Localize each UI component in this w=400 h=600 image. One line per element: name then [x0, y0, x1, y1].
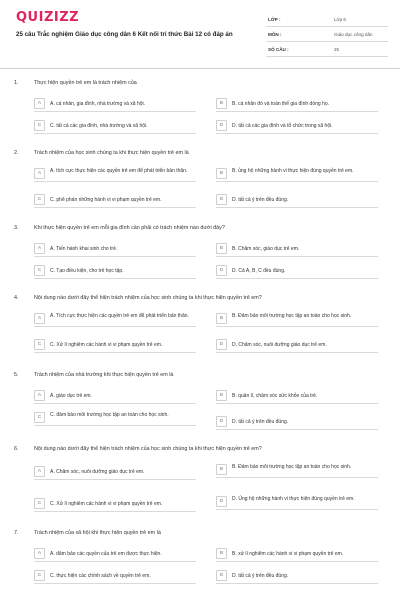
question-text: Nội dung nào dưới đây thể hiện trách nhiệm của học sinh chúng ta khi thực hiện quyền trẻ em? [34, 295, 262, 301]
option-text: D. Cả A, B, C đều đúng. [232, 267, 286, 274]
option-b[interactable] [216, 96, 378, 112]
option-letter: A [34, 168, 45, 179]
option-letter: A [34, 98, 45, 109]
option-b[interactable] [216, 388, 378, 404]
option-d[interactable] [216, 494, 378, 510]
question-number: 3. [14, 225, 19, 231]
option-letter: A [34, 548, 45, 559]
option-letter: C [34, 265, 45, 276]
option-b[interactable] [216, 241, 378, 257]
option-c[interactable] [34, 496, 196, 512]
option-text: C. phê phán những hành vi vi phạm quyền trẻ em. [50, 196, 162, 203]
option-c[interactable] [34, 118, 196, 134]
meta-value: 25 [334, 47, 340, 52]
option-a[interactable] [34, 388, 196, 404]
option-c[interactable] [34, 192, 196, 208]
option-text: C. Xử lí nghiêm các hành vi vi phạm quyền trẻ em. [50, 341, 163, 348]
option-letter: D [216, 416, 227, 427]
option-letter: C [34, 120, 45, 131]
option-text: D. tất cả ý trên đều đúng. [232, 418, 289, 425]
worksheet-header [0, 0, 400, 66]
option-letter: B [216, 313, 227, 324]
option-text: A. Tích cực thực hiện các quyền trẻ em để phát triển bản thân. [50, 313, 189, 319]
option-c[interactable] [34, 568, 196, 584]
option-text: D. Chăm sóc, nuôi dưỡng giáo dục trẻ em. [232, 341, 327, 348]
option-a[interactable] [34, 166, 196, 182]
question-text: Thực hiện quyền trẻ em là trách nhiệm của [34, 80, 137, 86]
option-d[interactable] [216, 414, 378, 430]
question-text: Nội dung nào dưới đây thể hiện trách nhiệm của học sinh chúng ta khi thực hiện quyền trẻ em? [34, 446, 262, 452]
option-d[interactable] [216, 192, 378, 208]
option-d[interactable] [216, 337, 378, 353]
meta-row-count [266, 42, 388, 57]
option-letter: D [216, 496, 227, 507]
option-text: C. đảm bảo môi trường học tập an toàn cho học sinh. [50, 412, 169, 418]
meta-row-grade [266, 12, 388, 27]
option-b[interactable] [216, 311, 378, 327]
option-letter: B [216, 548, 227, 559]
option-text: D. tất cả ý trên đều đúng. [232, 572, 289, 579]
option-c[interactable] [34, 410, 196, 426]
option-letter: B [216, 98, 227, 109]
option-text: A. đảm bảo các quyền của trẻ em được thực hiện. [50, 550, 162, 557]
option-text: A. cá nhân, gia đình, nhà trường và xã hội. [50, 100, 146, 107]
question-text: Khi thực hiện quyền trẻ em mỗi gia đình cần phải có trách nhiệm nào dưới đây? [34, 225, 225, 231]
option-text: A. Chăm sóc, nuôi dưỡng giáo dục trẻ em. [50, 468, 145, 475]
option-text: B. xử lí nghiêm các hành vi vi phạm quyền trẻ em. [232, 550, 344, 557]
question-number: 7. [14, 530, 19, 536]
meta-label: MÔN : [268, 32, 282, 37]
option-letter: D [216, 339, 227, 350]
option-letter: B [216, 464, 227, 475]
option-c[interactable] [34, 263, 196, 279]
question-text: Trách nhiệm của học sinh chúng ta khi thực hiện quyền trẻ em là [34, 150, 189, 156]
option-letter: A [34, 243, 45, 254]
option-b[interactable] [216, 166, 378, 182]
option-text: D. tất cả các gia đình và tổ chức trong xã hội. [232, 122, 333, 129]
quizizz-logo: QUIZIZZ [16, 10, 80, 25]
option-letter: A [34, 313, 45, 324]
option-d[interactable] [216, 568, 378, 584]
option-text: B. Đảm bảo môi trường học tập an toàn cho học sinh. [232, 464, 352, 470]
option-letter: C [34, 339, 45, 350]
option-a[interactable] [34, 311, 196, 327]
option-letter: D [216, 265, 227, 276]
option-text: B. ủng hộ những hành vi thực hiện đúng quyền trẻ em. [232, 168, 354, 174]
option-text: B. Đảm bảo môi trường học tập an toàn cho học sinh. [232, 313, 352, 319]
option-text: D. Ủng hộ những hành vi thực hiện đúng quyền trẻ em. [232, 496, 355, 502]
option-letter: D [216, 194, 227, 205]
option-b[interactable] [216, 546, 378, 562]
option-text: A. giáo dục trẻ em. [50, 392, 92, 399]
option-a[interactable] [34, 241, 196, 257]
option-a[interactable] [34, 546, 196, 562]
option-text: C. tất cả các gia đình, nhà trường và xã hội. [50, 122, 148, 129]
meta-table [266, 12, 388, 57]
option-d[interactable] [216, 263, 378, 279]
option-d[interactable] [216, 118, 378, 134]
question-number: 1. [14, 80, 19, 86]
worksheet-title: 25 câu Trắc nghiệm Giáo dục công dân 6 Kết nối tri thức Bài 12 có đáp án [16, 31, 233, 38]
question-number: 6. [14, 446, 19, 452]
option-a[interactable] [34, 96, 196, 112]
option-text: B. quản lí, chăm sóc sức khỏe của trẻ. [232, 392, 318, 399]
meta-value: Giáo dục công dân [334, 32, 373, 37]
option-letter: B [216, 243, 227, 254]
question-number: 4. [14, 295, 19, 301]
option-letter: B [216, 390, 227, 401]
question-number: 2. [14, 150, 19, 156]
option-letter: A [34, 390, 45, 401]
option-letter: C [34, 194, 45, 205]
option-text: C. Xử lí nghiêm các hành vi vi phạm quyền trẻ em. [50, 500, 163, 507]
option-c[interactable] [34, 337, 196, 353]
meta-label: LỚP : [268, 17, 281, 22]
option-b[interactable] [216, 462, 378, 478]
header-divider [0, 68, 400, 69]
option-text: A. Tiến hành khai sinh cho trẻ. [50, 245, 118, 252]
question-number: 5. [14, 372, 19, 378]
option-letter: C [34, 498, 45, 509]
option-letter: C [34, 570, 45, 581]
option-text: B. Chăm sóc, giáo dục trẻ em. [232, 245, 300, 252]
option-text: C. Tạo điều kiện, cho trẻ học tập. [50, 267, 124, 274]
meta-value: Lớp 6 [334, 17, 346, 22]
option-letter: A [34, 466, 45, 477]
option-a[interactable] [34, 464, 196, 480]
option-text: A. tích cực thực hiện các quyền trẻ em để phát triển bản thân. [50, 168, 188, 174]
option-letter: B [216, 168, 227, 179]
question-text: Trách nhiệm của xã hội khi thực hiện quyền trẻ em là [34, 530, 161, 536]
option-letter: D [216, 570, 227, 581]
option-text: B. cá nhân đó và toàn thể gia đình dòng họ. [232, 100, 330, 107]
option-letter: C [34, 412, 45, 423]
option-text: C. thực hiện các chính sách về quyền trẻ em. [50, 572, 151, 579]
meta-row-subject [266, 27, 388, 42]
question-text: Trách nhiệm của nhà trường khi thực hiện quyền trẻ em là [34, 372, 174, 378]
option-text: D. tất cả ý trên đều đúng. [232, 196, 289, 203]
meta-label: SỐ CÂU : [268, 47, 289, 52]
option-letter: D [216, 120, 227, 131]
